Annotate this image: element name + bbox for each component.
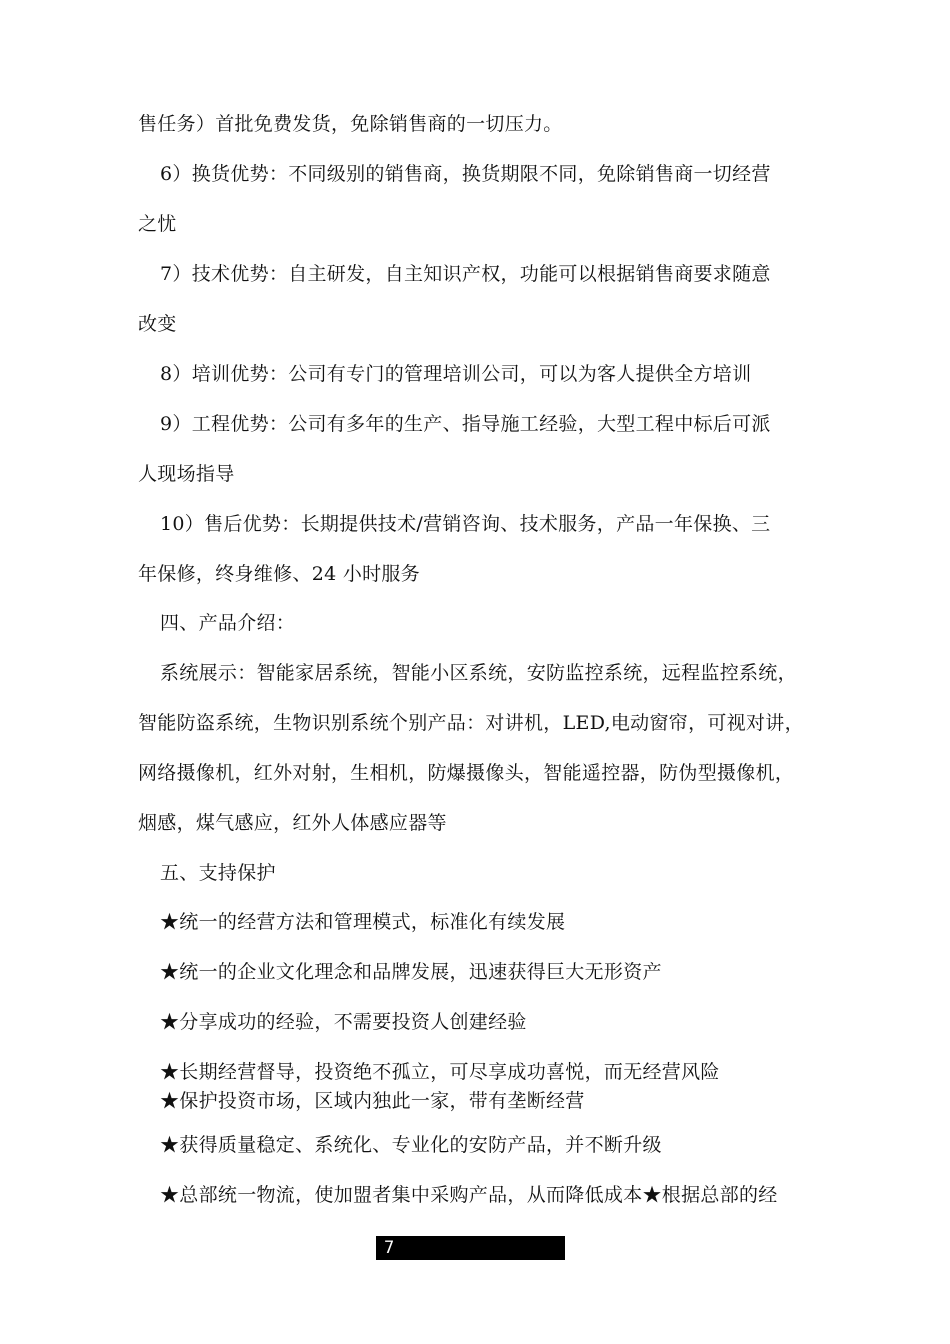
list-item: ★获得质量稳定、系统化、专业化的安防产品，并不断升级 bbox=[160, 1134, 662, 1156]
section-heading: 五、支持保护 bbox=[160, 862, 276, 884]
text-line: 年保修，终身维修、24 小时服务 bbox=[138, 563, 421, 585]
list-item: ★保护投资市场，区域内独此一家，带有垄断经营 bbox=[160, 1090, 585, 1112]
text-line: 人现场指导 bbox=[138, 463, 235, 485]
list-item: ★统一的企业文化理念和品牌发展，迅速获得巨大无形资产 bbox=[160, 961, 662, 983]
list-item: ★总部统一物流，使加盟者集中采购产品，从而降低成本★根据总部的经 bbox=[160, 1184, 778, 1206]
text-line: 智能防盗系统，生物识别系统个别产品：对讲机，LED,电动窗帘，可视对讲， bbox=[138, 712, 804, 734]
list-item: ★统一的经营方法和管理模式，标准化有续发展 bbox=[160, 911, 566, 933]
section-heading: 四、产品介绍： bbox=[160, 612, 296, 634]
text-line: 之忧 bbox=[138, 213, 177, 235]
text-line: 7）技术优势：自主研发，自主知识产权，功能可以根据销售商要求随意 bbox=[160, 263, 771, 285]
text-line: 改变 bbox=[138, 313, 177, 335]
list-item: ★分享成功的经验，不需要投资人创建经验 bbox=[160, 1011, 527, 1033]
text-line: 售任务）首批免费发货，免除销售商的一切压力。 bbox=[138, 113, 563, 135]
text-line: 烟感，煤气感应，红外人体感应器等 bbox=[138, 812, 447, 834]
text-line: 系统展示：智能家居系统，智能小区系统，安防监控系统，远程监控系统， bbox=[160, 662, 797, 684]
text-line: 8）培训优势：公司有专门的管理培训公司，可以为客人提供全方培训 bbox=[160, 363, 752, 385]
text-line: 网络摄像机，红外对射，生相机，防爆摄像头，智能遥控器，防伪型摄像机， bbox=[138, 762, 795, 784]
text-line: 6）换货优势：不同级别的销售商，换货期限不同，免除销售商一切经营 bbox=[160, 163, 771, 185]
page-number: 7 bbox=[384, 1238, 395, 1258]
list-item: ★长期经营督导，投资绝不孤立，可尽享成功喜悦，而无经营风险 bbox=[160, 1061, 720, 1083]
page-footer-bar bbox=[376, 1236, 565, 1260]
text-line: 10）售后优势：长期提供技术/营销咨询、技术服务，产品一年保换、三 bbox=[160, 513, 771, 535]
text-line: 9）工程优势：公司有多年的生产、指导施工经验，大型工程中标后可派 bbox=[160, 413, 771, 435]
